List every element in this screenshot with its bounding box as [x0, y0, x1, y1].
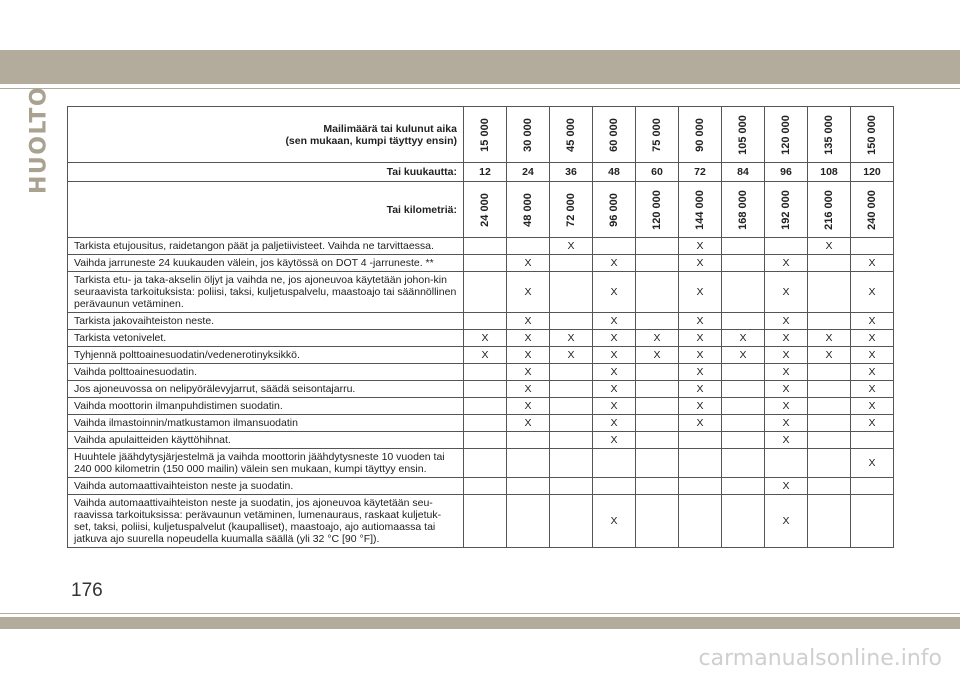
miles-value: 105 000: [737, 114, 749, 155]
interval-mark: [464, 381, 507, 398]
km-value: 168 000: [737, 189, 749, 230]
miles-value: 150 000: [866, 114, 878, 155]
interval-mark: [765, 238, 808, 255]
interval-mark: X: [851, 313, 894, 330]
interval-mark: [464, 432, 507, 449]
interval-mark: X: [722, 347, 765, 364]
interval-mark: [679, 478, 722, 495]
interval-mark: X: [765, 398, 808, 415]
km-header-cell: [722, 182, 765, 238]
interval-mark: [808, 381, 851, 398]
miles-header-cell: [507, 107, 550, 163]
interval-mark: X: [808, 347, 851, 364]
interval-mark: X: [851, 381, 894, 398]
interval-mark: X: [679, 313, 722, 330]
task-description: Tyhjennä polttoainesuodatin/vedenerotinyksikkö.: [68, 347, 464, 364]
interval-mark: X: [765, 478, 808, 495]
km-value: 144 000: [694, 189, 706, 230]
interval-mark: X: [507, 347, 550, 364]
interval-mark: [550, 255, 593, 272]
interval-mark: [679, 432, 722, 449]
task-description: Vaihda automaattivaihteiston neste ja suodatin, jos ajoneuvoa käytetään seu-raavissa tarkoituksissa: perävaunun vetäminen, lumenauraus, raskaat kuljetuk-set, taksi, poliisi, kuljetuspalvelut (kaupalliset), maastoajo, ajo autiomaassa tai jatkuva ajo suurella nopeudella kuumalla säällä (yli 32 °C [90 °F]).: [68, 495, 464, 548]
interval-mark: X: [808, 238, 851, 255]
interval-mark: [808, 313, 851, 330]
table-row: [68, 330, 894, 347]
table-row: [68, 415, 894, 432]
interval-mark: X: [593, 330, 636, 347]
months-value: 108: [808, 163, 851, 182]
table-row: [68, 495, 894, 548]
bottom-decorative-band: [0, 617, 960, 629]
interval-mark: [808, 272, 851, 313]
bottom-divider: [0, 613, 960, 614]
interval-mark: [464, 398, 507, 415]
interval-mark: X: [507, 415, 550, 432]
top-decorative-band: [0, 50, 960, 84]
task-description: Vaihda apulaitteiden käyttöhihnat.: [68, 432, 464, 449]
header-row-miles: [68, 107, 894, 163]
km-value: 24 000: [479, 192, 491, 227]
interval-mark: X: [679, 272, 722, 313]
interval-mark: X: [593, 364, 636, 381]
interval-mark: [550, 495, 593, 548]
km-header-cell: [593, 182, 636, 238]
top-divider: [0, 88, 960, 89]
interval-mark: X: [593, 347, 636, 364]
km-value: 192 000: [780, 189, 792, 230]
task-description: Vaihda polttoainesuodatin.: [68, 364, 464, 381]
interval-mark: X: [464, 330, 507, 347]
miles-header-cell: [808, 107, 851, 163]
miles-value: 135 000: [823, 114, 835, 155]
task-description: Tarkista etujousitus, raidetangon päät ja paljetiivisteet. Vaihda ne tarvittaessa.: [68, 238, 464, 255]
interval-mark: X: [550, 347, 593, 364]
miles-value: 30 000: [522, 117, 534, 152]
interval-mark: [679, 449, 722, 478]
miles-header-cell: [851, 107, 894, 163]
task-description: Tarkista jakovaihteiston neste.: [68, 313, 464, 330]
months-value: 12: [464, 163, 507, 182]
months-value: 60: [636, 163, 679, 182]
interval-mark: [808, 364, 851, 381]
table-row: [68, 313, 894, 330]
interval-mark: X: [679, 364, 722, 381]
interval-mark: [507, 449, 550, 478]
interval-mark: X: [765, 364, 808, 381]
interval-mark: [550, 272, 593, 313]
interval-mark: X: [507, 313, 550, 330]
interval-mark: [550, 415, 593, 432]
interval-mark: [507, 495, 550, 548]
interval-mark: [464, 495, 507, 548]
interval-mark: X: [851, 364, 894, 381]
months-value: 24: [507, 163, 550, 182]
interval-mark: [636, 313, 679, 330]
interval-mark: X: [507, 272, 550, 313]
interval-mark: [679, 495, 722, 548]
interval-mark: [636, 495, 679, 548]
task-description: Vaihda automaattivaihteiston neste ja suodatin.: [68, 478, 464, 495]
interval-mark: X: [765, 347, 808, 364]
interval-mark: X: [765, 330, 808, 347]
interval-mark: [808, 495, 851, 548]
interval-mark: [550, 398, 593, 415]
interval-mark: X: [550, 238, 593, 255]
interval-mark: [636, 415, 679, 432]
interval-mark: X: [679, 347, 722, 364]
km-header-cell: [808, 182, 851, 238]
interval-mark: X: [765, 313, 808, 330]
interval-mark: [636, 398, 679, 415]
km-header-cell: [507, 182, 550, 238]
interval-mark: [593, 449, 636, 478]
interval-mark: [550, 478, 593, 495]
watermark: carmanualsonline.info: [698, 646, 942, 671]
km-header-cell: [851, 182, 894, 238]
km-value: 72 000: [565, 192, 577, 227]
miles-value: 75 000: [651, 117, 663, 152]
interval-mark: X: [765, 415, 808, 432]
interval-mark: [550, 432, 593, 449]
miles-value: 90 000: [694, 117, 706, 152]
interval-mark: X: [507, 364, 550, 381]
interval-mark: X: [593, 495, 636, 548]
miles-value: 120 000: [780, 114, 792, 155]
interval-mark: [464, 255, 507, 272]
interval-mark: [765, 449, 808, 478]
interval-mark: [808, 478, 851, 495]
interval-mark: [808, 449, 851, 478]
task-description: Tarkista vetonivelet.: [68, 330, 464, 347]
task-description: Vaihda ilmastoinnin/matkustamon ilmansuodatin: [68, 415, 464, 432]
interval-mark: X: [722, 330, 765, 347]
months-header-label: Tai kuukautta:: [68, 163, 464, 182]
interval-mark: [722, 432, 765, 449]
interval-mark: [464, 272, 507, 313]
months-value: 36: [550, 163, 593, 182]
km-header-cell: [765, 182, 808, 238]
interval-mark: X: [851, 255, 894, 272]
interval-mark: X: [593, 432, 636, 449]
task-description: Jos ajoneuvossa on nelipyörälevyjarrut, säädä seisontajarru.: [68, 381, 464, 398]
interval-mark: [550, 449, 593, 478]
interval-mark: X: [851, 272, 894, 313]
interval-mark: X: [851, 398, 894, 415]
interval-mark: X: [550, 330, 593, 347]
page-number: 176: [71, 580, 103, 601]
interval-mark: [507, 432, 550, 449]
table-row: [68, 347, 894, 364]
interval-mark: [722, 272, 765, 313]
miles-header-cell: [722, 107, 765, 163]
interval-mark: X: [679, 238, 722, 255]
mileage-label-line2: (sen mukaan, kumpi täyttyy ensin): [285, 134, 457, 147]
interval-mark: X: [636, 330, 679, 347]
section-tab-label: HUOLTO: [26, 85, 52, 195]
interval-mark: [593, 478, 636, 495]
maintenance-schedule-table: [67, 106, 894, 548]
interval-mark: [636, 238, 679, 255]
table-row: [68, 364, 894, 381]
interval-mark: [464, 478, 507, 495]
interval-mark: [550, 381, 593, 398]
interval-mark: X: [765, 381, 808, 398]
interval-mark: [722, 255, 765, 272]
table-row: [68, 381, 894, 398]
table-row: [68, 398, 894, 415]
km-header-cell: [636, 182, 679, 238]
interval-mark: [722, 313, 765, 330]
interval-mark: X: [507, 255, 550, 272]
interval-mark: X: [851, 347, 894, 364]
interval-mark: [722, 495, 765, 548]
interval-mark: [464, 449, 507, 478]
interval-mark: [722, 478, 765, 495]
interval-mark: [464, 238, 507, 255]
task-description: Vaihda jarruneste 24 kuukauden välein, jos käytössä on DOT 4 -jarruneste. **: [68, 255, 464, 272]
miles-header-cell: [593, 107, 636, 163]
interval-mark: [636, 432, 679, 449]
interval-mark: X: [679, 330, 722, 347]
interval-mark: [722, 381, 765, 398]
miles-header-cell: [765, 107, 808, 163]
interval-mark: X: [679, 398, 722, 415]
miles-header-cell: [464, 107, 507, 163]
interval-mark: [851, 478, 894, 495]
header-row-km: [68, 182, 894, 238]
months-value: 84: [722, 163, 765, 182]
interval-mark: [593, 238, 636, 255]
interval-mark: [808, 432, 851, 449]
interval-mark: X: [593, 381, 636, 398]
task-description: Vaihda moottorin ilmanpuhdistimen suodatin.: [68, 398, 464, 415]
interval-mark: X: [593, 398, 636, 415]
interval-mark: [722, 238, 765, 255]
interval-mark: X: [765, 495, 808, 548]
km-value: 216 000: [823, 189, 835, 230]
miles-header-cell: [636, 107, 679, 163]
interval-mark: X: [507, 398, 550, 415]
interval-mark: [636, 255, 679, 272]
months-value: 72: [679, 163, 722, 182]
interval-mark: X: [464, 347, 507, 364]
interval-mark: [550, 364, 593, 381]
interval-mark: [636, 272, 679, 313]
mileage-label-line1: Mailimäärä tai kulunut aika: [323, 122, 457, 135]
interval-mark: [636, 381, 679, 398]
interval-mark: X: [593, 272, 636, 313]
interval-mark: [808, 398, 851, 415]
interval-mark: [851, 238, 894, 255]
interval-mark: X: [851, 330, 894, 347]
km-value: 120 000: [651, 189, 663, 230]
table-row: [68, 238, 894, 255]
interval-mark: X: [765, 432, 808, 449]
km-value: 48 000: [522, 192, 534, 227]
table-row: [68, 432, 894, 449]
interval-mark: X: [765, 255, 808, 272]
km-header-cell: [464, 182, 507, 238]
interval-mark: X: [851, 449, 894, 478]
interval-mark: X: [593, 313, 636, 330]
interval-mark: [808, 255, 851, 272]
months-value: 96: [765, 163, 808, 182]
km-header-cell: [679, 182, 722, 238]
miles-header-cell: [679, 107, 722, 163]
interval-mark: [636, 449, 679, 478]
miles-value: 15 000: [479, 117, 491, 152]
interval-mark: [464, 415, 507, 432]
interval-mark: [636, 364, 679, 381]
interval-mark: [722, 364, 765, 381]
header-row-months: [68, 163, 894, 182]
interval-mark: [550, 313, 593, 330]
interval-mark: X: [636, 347, 679, 364]
miles-value: 45 000: [565, 117, 577, 152]
interval-mark: X: [593, 255, 636, 272]
interval-mark: [722, 415, 765, 432]
table-row: [68, 272, 894, 313]
interval-mark: [636, 478, 679, 495]
section-tab: [26, 85, 52, 195]
km-value: 240 000: [866, 189, 878, 230]
interval-mark: X: [679, 381, 722, 398]
miles-header-cell: [550, 107, 593, 163]
interval-mark: [851, 432, 894, 449]
task-description: Huuhtele jäähdytysjärjestelmä ja vaihda moottorin jäähdytysneste 10 vuoden tai 240 000 kilometrin (150 000 mailin) välein sen mukaan, kumpi täyttyy ensin.: [68, 449, 464, 478]
interval-mark: [464, 313, 507, 330]
mileage-header-label: [68, 107, 464, 163]
interval-mark: [722, 398, 765, 415]
months-value: 120: [851, 163, 894, 182]
months-value: 48: [593, 163, 636, 182]
interval-mark: [808, 415, 851, 432]
interval-mark: [851, 495, 894, 548]
interval-mark: X: [765, 272, 808, 313]
interval-mark: X: [679, 255, 722, 272]
interval-mark: X: [808, 330, 851, 347]
table-row: [68, 449, 894, 478]
interval-mark: [507, 238, 550, 255]
task-description: Tarkista etu- ja taka-akselin öljyt ja vaihda ne, jos ajoneuvoa käytetään johon-kin seuraavista tarkoituksista: poliisi, taksi, kuljetuspalvelu, maastoajo tai säännöllinen perävaunun vetäminen.: [68, 272, 464, 313]
miles-value: 60 000: [608, 117, 620, 152]
interval-mark: X: [507, 381, 550, 398]
interval-mark: X: [507, 330, 550, 347]
km-header-label: Tai kilometriä:: [68, 182, 464, 238]
table-row: [68, 478, 894, 495]
interval-mark: X: [851, 415, 894, 432]
km-value: 96 000: [608, 192, 620, 227]
interval-mark: X: [679, 415, 722, 432]
interval-mark: [464, 364, 507, 381]
interval-mark: [507, 478, 550, 495]
interval-mark: X: [593, 415, 636, 432]
table-row: [68, 255, 894, 272]
km-header-cell: [550, 182, 593, 238]
interval-mark: [722, 449, 765, 478]
